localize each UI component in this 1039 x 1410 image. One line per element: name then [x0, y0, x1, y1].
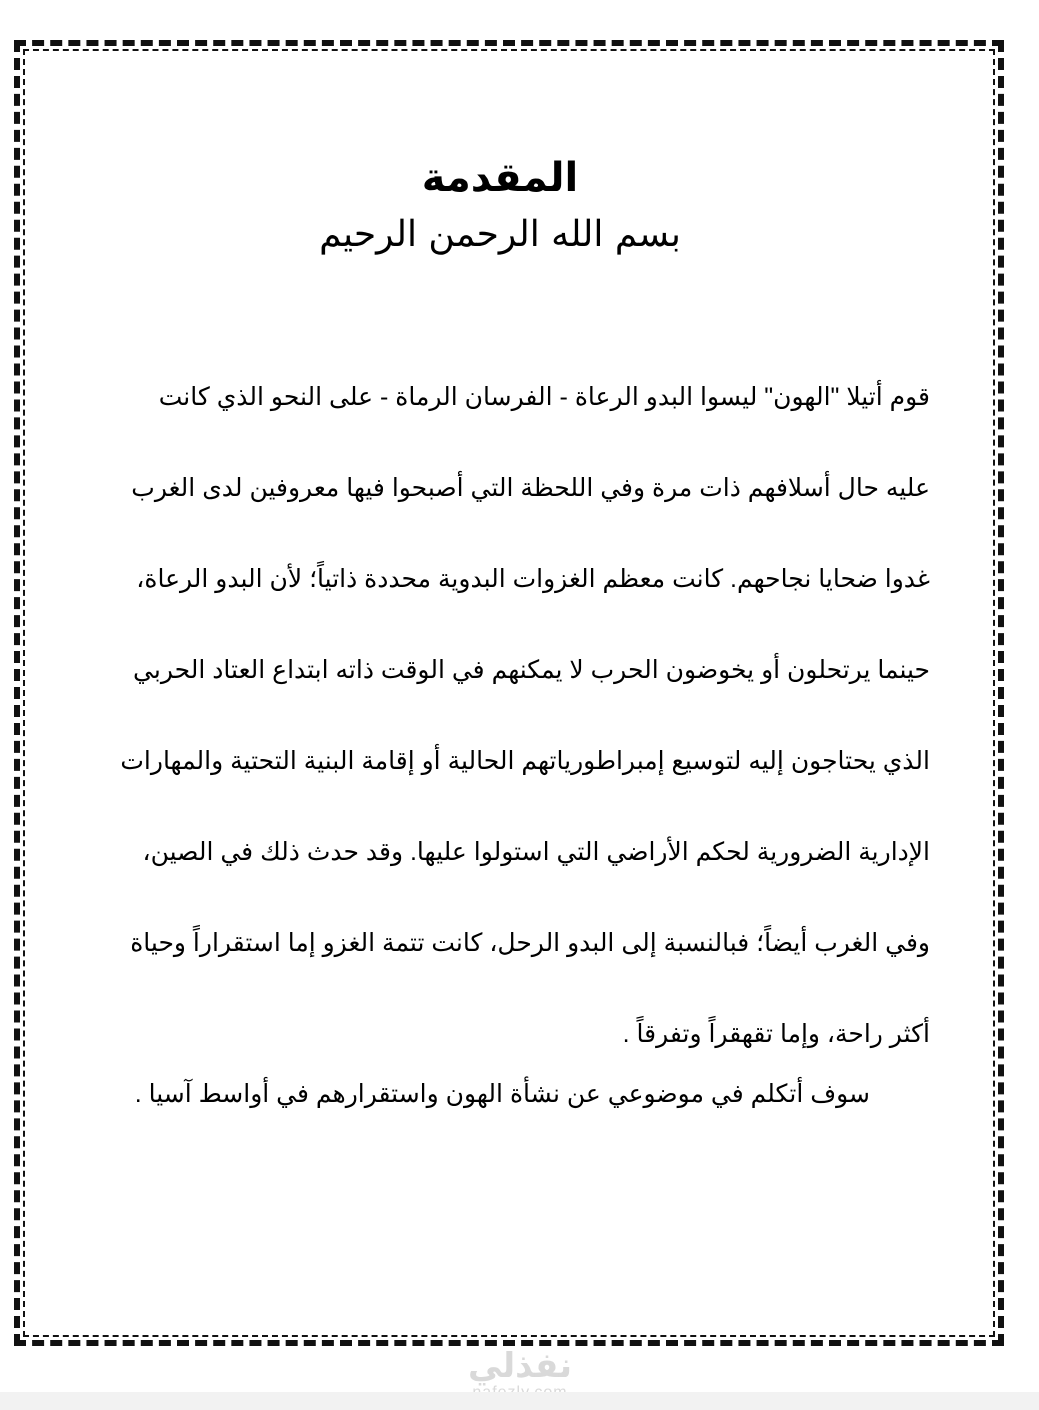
page-title: المقدمة — [421, 155, 579, 201]
bottom-strip — [0, 1392, 1039, 1410]
paragraph-line: أكثر راحة، وإما تقهقراً وتفرقاً . — [622, 1020, 930, 1048]
paragraph-line: غدوا ضحايا نجاحهم. كانت معظم الغزوات البدوية محددة ذاتياً؛ لأن البدو الرعاة، — [136, 565, 930, 593]
paragraph-line: الذي يحتاجون إليه لتوسيع إمبراطورياتهم الحالية أو إقامة البنية التحتية والمهارات — [120, 747, 930, 775]
paragraph-line: حينما يرتحلون أو يخوضون الحرب لا يمكنهم في الوقت ذاته ابتداع العتاد الحربي — [133, 656, 930, 684]
paragraph-line: الإدارية الضرورية لحكم الأراضي التي استولوا عليها. وقد حدث ذلك في الصين، — [142, 838, 930, 866]
basmala-heading: بسم الله الرحمن الرحيم — [319, 214, 681, 255]
document-content — [70, 130, 930, 1114]
watermark-arabic: نفذلي — [467, 1346, 573, 1386]
paragraph-line: عليه حال أسلافهم ذات مرة وفي اللحظة التي أصبحوا فيها معروفين لدى الغرب — [131, 474, 930, 502]
closing-sentence: سوف أتكلم في موضوعي عن نشأة الهون واستقرارهم في أواسط آسيا . — [134, 1080, 870, 1108]
introduction-paragraph — [70, 352, 930, 1080]
paragraph-line: وفي الغرب أيضاً؛ فبالنسبة إلى البدو الرحل، كانت تتمة الغزو إما استقراراً وحياة — [130, 929, 930, 957]
paragraph-line: قوم أتيلا "الهون" ليسوا البدو الرعاة - الفرسان الرماة - على النحو الذي كانت — [158, 383, 930, 411]
